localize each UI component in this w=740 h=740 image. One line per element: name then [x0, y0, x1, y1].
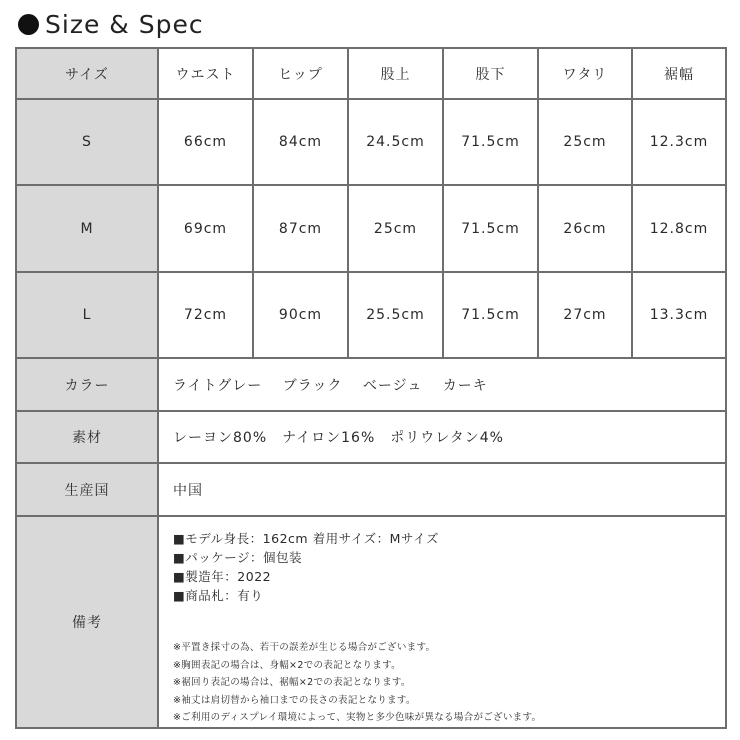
material-row — [16, 411, 726, 463]
header-rise: 股上 — [348, 48, 443, 99]
notes-row — [16, 516, 726, 728]
note-main-line: ■パッケージ：個包装 — [173, 550, 303, 565]
header-waist: ウエスト — [158, 48, 253, 99]
title-text: Size & Spec — [45, 9, 204, 39]
size-spec-table — [15, 47, 727, 729]
table-cell: 13.3cm — [632, 272, 726, 358]
table-cell: 25cm — [348, 185, 443, 272]
note-main-line: ■モデル身長：162cm 着用サイズ：Mサイズ — [173, 531, 439, 546]
note-small-line: ※裾回り表記の場合は、裾幅×2での表記となります。 — [173, 677, 411, 688]
header-inseam: 股下 — [443, 48, 538, 99]
size-label: S — [16, 99, 158, 185]
origin-row — [16, 463, 726, 516]
table-cell: 84cm — [253, 99, 348, 185]
table-cell: 87cm — [253, 185, 348, 272]
table-cell: 71.5cm — [443, 99, 538, 185]
notes-content — [158, 516, 726, 728]
size-label: L — [16, 272, 158, 358]
table-cell: 26cm — [538, 185, 632, 272]
origin-value: 中国 — [158, 463, 726, 516]
note-small-line: ※胸囲表記の場合は、身幅×2での表記となります。 — [173, 659, 401, 671]
table-row — [16, 185, 726, 272]
header-hem: 裾幅 — [632, 48, 726, 99]
bullet-dot-icon — [18, 14, 39, 35]
header-hip: ヒップ — [253, 48, 348, 99]
table-cell: 72cm — [158, 272, 253, 358]
note-main-line: ■製造年：2022 — [173, 569, 272, 584]
table-cell: 25.5cm — [348, 272, 443, 358]
notes-label: 備考 — [16, 516, 158, 728]
header-size: サイズ — [16, 48, 158, 99]
note-small-line: ※袖丈は肩切替から袖口までの長さの表記となります。 — [173, 694, 416, 706]
note-main-line: ■商品札：有り — [173, 588, 264, 603]
size-label: M — [16, 185, 158, 272]
table-cell: 69cm — [158, 185, 253, 272]
table-cell: 71.5cm — [443, 185, 538, 272]
table-row — [16, 99, 726, 185]
header-row — [16, 48, 726, 99]
color-label: カラー — [16, 358, 158, 411]
table-cell: 66cm — [158, 99, 253, 185]
material-value: レーヨン80% ナイロン16% ポリウレタン4% — [158, 411, 726, 463]
table-cell: 24.5cm — [348, 99, 443, 185]
color-row — [16, 358, 726, 411]
table-cell: 12.3cm — [632, 99, 726, 185]
material-label: 素材 — [16, 411, 158, 463]
table-cell: 12.8cm — [632, 185, 726, 272]
table-cell: 90cm — [253, 272, 348, 358]
origin-label: 生産国 — [16, 463, 158, 516]
table-row — [16, 272, 726, 358]
notes-disclaimer — [173, 639, 725, 727]
color-value: ライトグレー ブラック ベージュ カーキ — [158, 358, 726, 411]
note-small-line: ※ご利用のディスプレイ環境によって、実物と多少色味が異なる場合がございます。 — [173, 712, 542, 723]
table-cell: 25cm — [538, 99, 632, 185]
page-title — [18, 8, 204, 40]
header-thigh: ワタリ — [538, 48, 632, 99]
table-cell: 27cm — [538, 272, 632, 358]
note-small-line: ※平置き採寸の為、若干の誤差が生じる場合がございます。 — [173, 642, 436, 653]
table-cell: 71.5cm — [443, 272, 538, 358]
